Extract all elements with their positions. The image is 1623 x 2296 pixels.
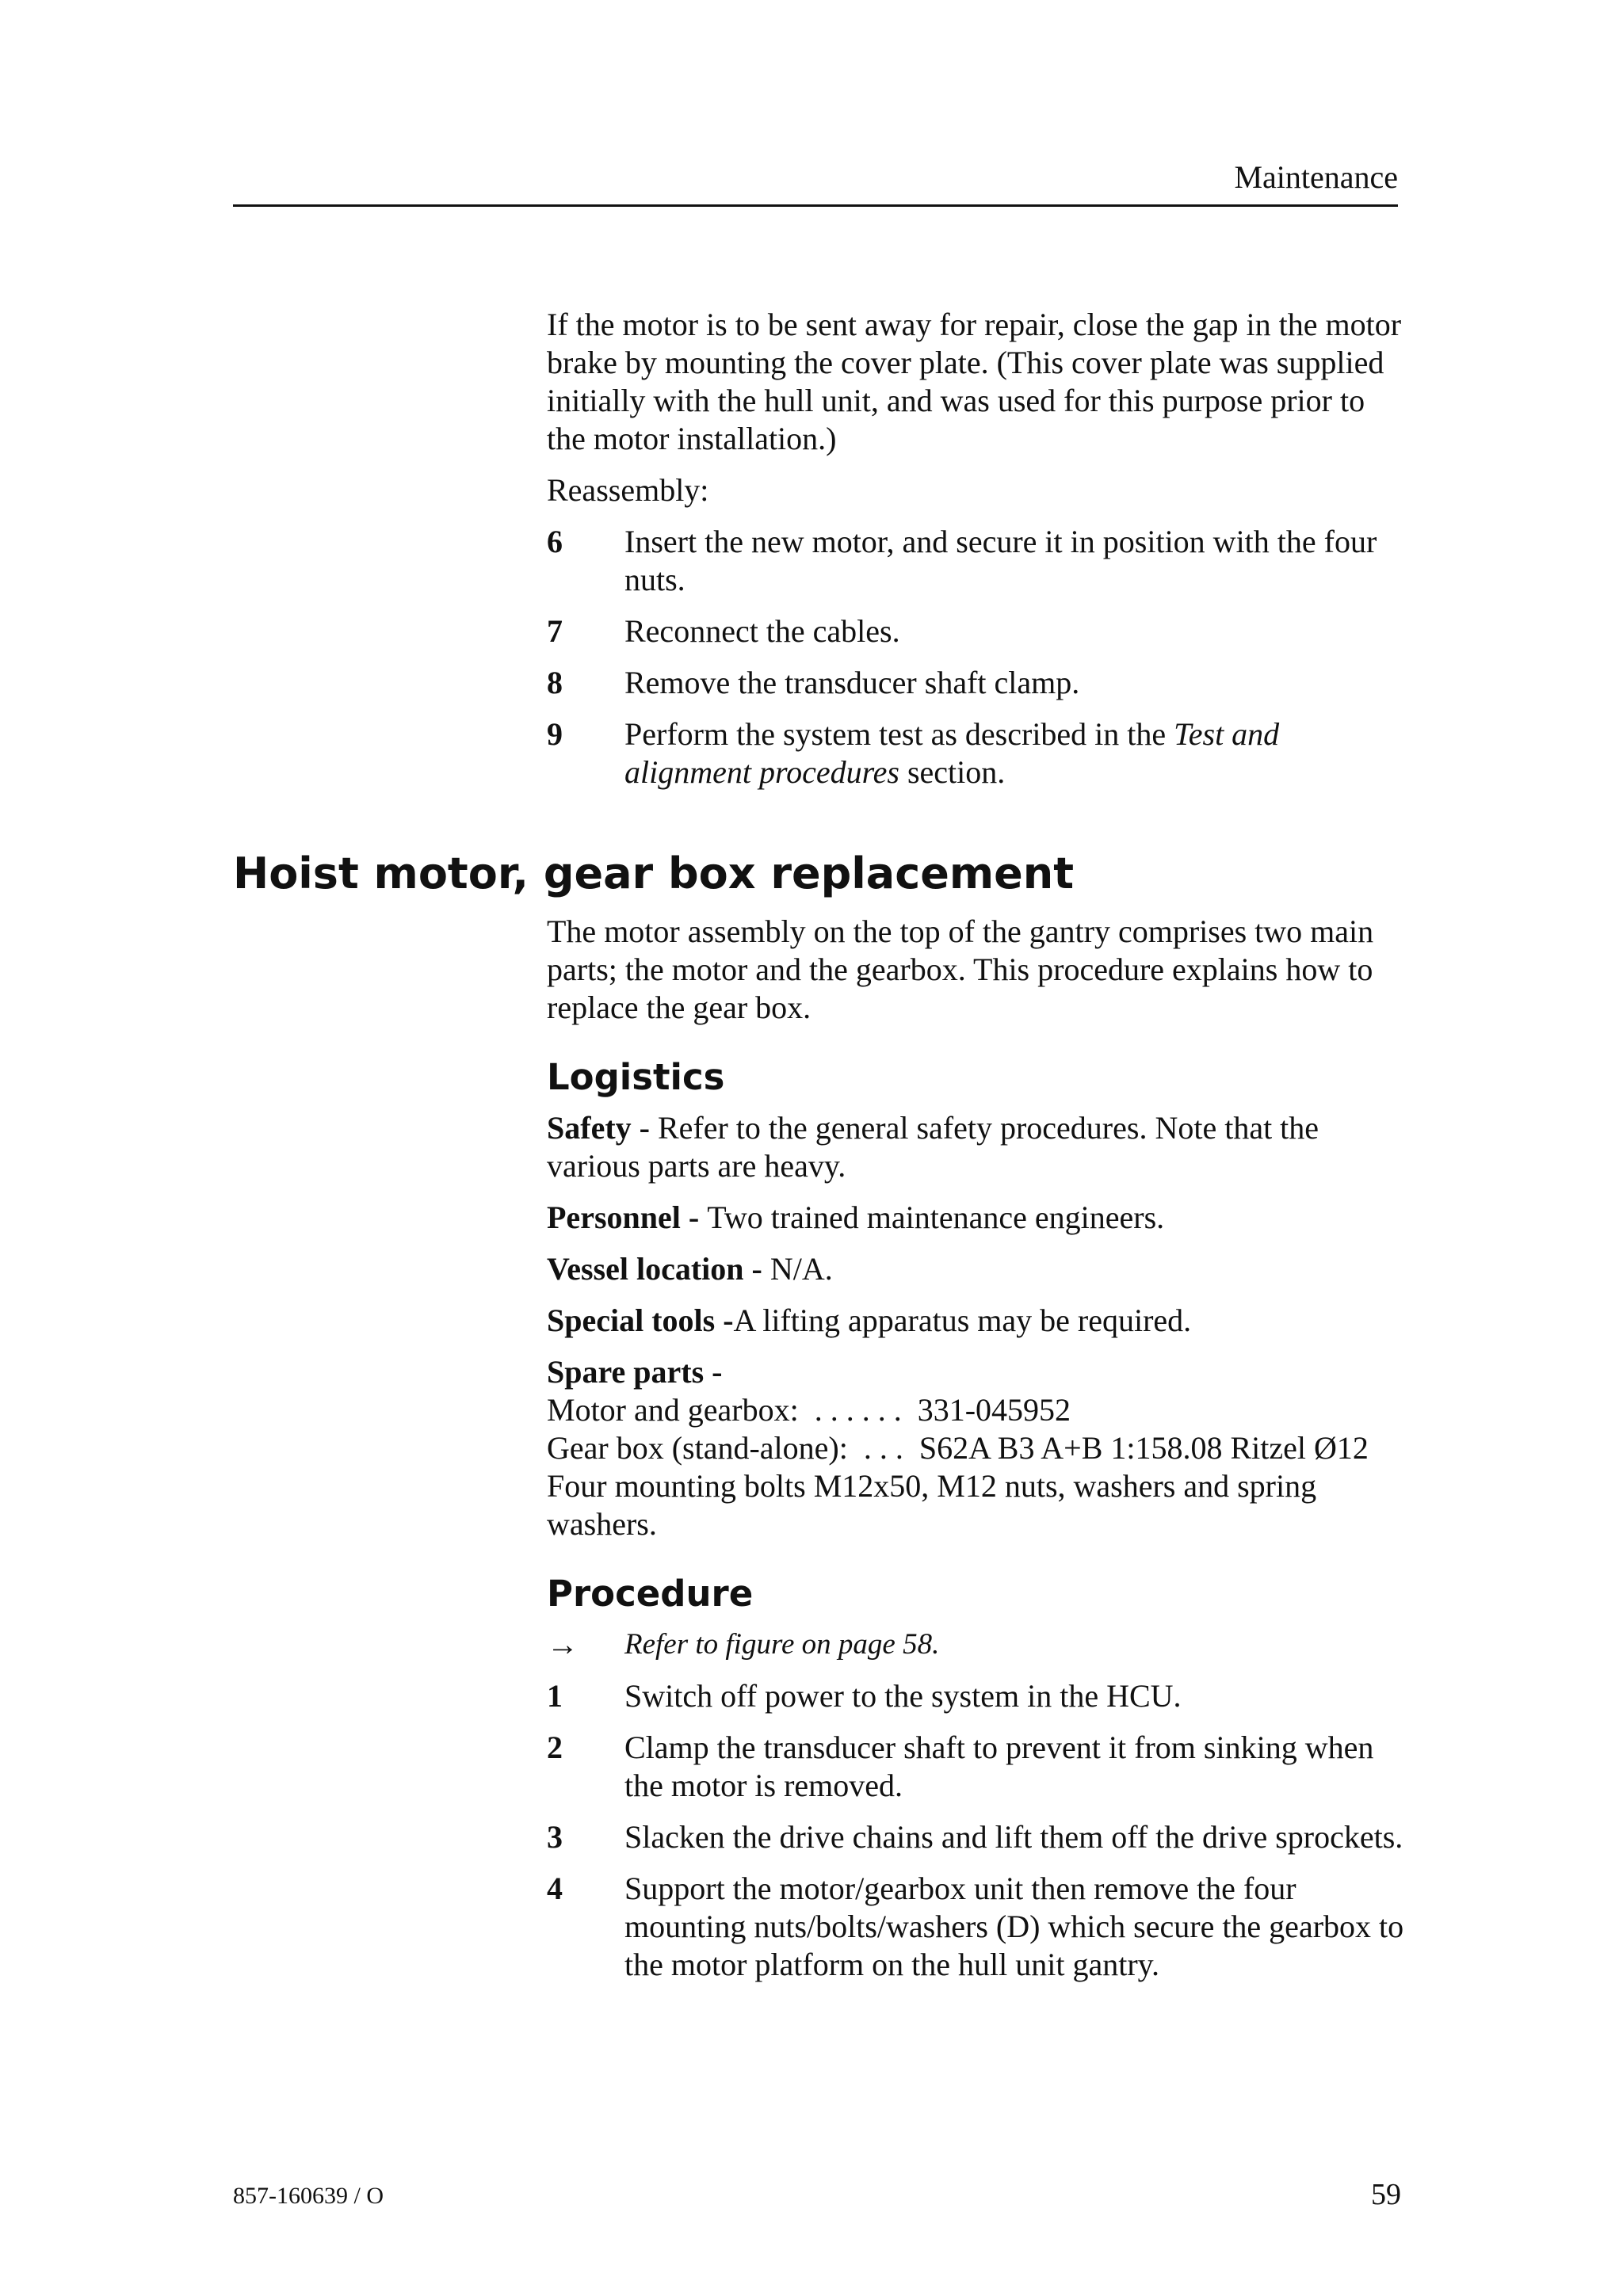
step-number: 1 [547,1678,563,1714]
safety-label: Safety - [547,1110,658,1146]
step-item [547,715,1411,791]
safety-text: Refer to the general safety procedures. Note that the various parts are heavy. [547,1110,1319,1184]
step-item [547,664,1411,702]
running-header: Maintenance [233,155,1398,207]
vessel-text: N/A. [769,1251,833,1287]
arrow-icon: → [547,1627,579,1662]
step-item [547,1677,1411,1715]
step-number: 8 [547,665,563,700]
section-heading: Hoist motor, gear box replacement [233,849,1075,898]
step-item [547,1729,1411,1805]
personnel-label: Personnel - [547,1199,708,1235]
step-number: 9 [547,716,563,752]
personnel-text: Two trained maintenance engineers. [707,1199,1165,1235]
personnel-line [547,1199,1411,1237]
step-text: Reconnect the cables. [624,613,900,649]
section-intro: The motor assembly on the top of the gantry comprises two main parts; the motor and the gearbox. This procedure explains how to replace the gear box. [547,913,1374,1025]
vessel-label: Vessel location - [547,1251,770,1287]
step-number: 7 [547,613,563,649]
section-reference: Test and alignment procedures [624,716,1280,790]
procedure-heading: Procedure [547,1573,754,1615]
tools-label: Special tools - [547,1302,734,1338]
reassembly-label: Reassembly: [547,472,709,508]
tools-text: A lifting apparatus may be required. [733,1302,1192,1338]
step-item [547,1870,1411,1984]
document-number: 857-160639 / O [233,2183,384,2209]
intro-paragraph: If the motor is to be sent away for repair, close the gap in the motor brake by mounting the cover plate. (This cover plate was supplied initially with the hull unit, and was used for this purpose prior to the motor installation.) [547,307,1402,456]
step-number: 4 [547,1871,563,1906]
safety-line [547,1109,1411,1185]
step-text [624,715,1411,791]
page-number: 59 [1371,2178,1401,2211]
spare-part-line: Gear box (stand-alone): . . . S62A B3 A+B 1:158.08 Ritzel Ø12 [547,1430,1369,1466]
vessel-line [547,1250,1411,1288]
step-number: 3 [547,1819,563,1855]
spare-parts-block [547,1353,1411,1543]
step-text: Support the motor/gearbox unit then remove the four mounting nuts/bolts/washers (D) which secure the gearbox to the motor platform on the hull unit gantry. [624,1871,1404,1982]
step-item [547,1818,1411,1856]
logistics-heading: Logistics [547,1056,725,1098]
procedure-note [547,1626,1411,1664]
step-text: Slacken the drive chains and lift them off the drive sprockets. [624,1819,1403,1855]
step-text: Clamp the transducer shaft to prevent it from sinking when the motor is removed. [624,1730,1374,1803]
spare-part-line: Motor and gearbox: . . . . . . 331-045952 [547,1392,1071,1428]
step-text-end: section. [899,754,1006,790]
spare-part-line: Four mounting bolts M12x50, M12 nuts, washers and spring washers. [547,1468,1317,1542]
step-number: 2 [547,1730,563,1765]
tools-line [547,1302,1411,1340]
note-text: Refer to figure on page 58. [624,1628,940,1661]
step-item [547,523,1411,599]
step-text: Remove the transducer shaft clamp. [624,665,1080,700]
step-text: Insert the new motor, and secure it in position with the four nuts. [624,524,1377,597]
step-item [547,612,1411,650]
step-text-start: Perform the system test as described in the [624,716,1174,752]
step-text: Switch off power to the system in the HCU. [624,1678,1182,1714]
intro-column [547,306,1411,805]
step-number: 6 [547,524,563,559]
section-column [547,913,1411,1997]
spare-parts-label: Spare parts - [547,1354,723,1390]
